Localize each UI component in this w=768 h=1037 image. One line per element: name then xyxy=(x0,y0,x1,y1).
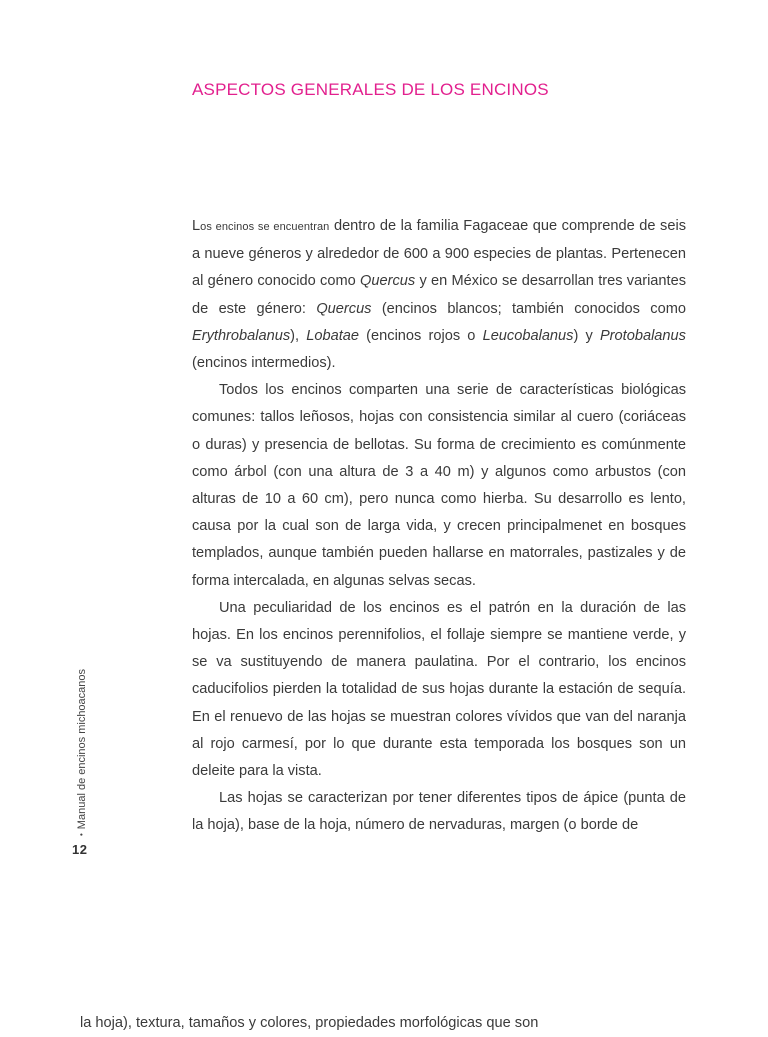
lead-in-smallcaps: os encinos se encuentran xyxy=(200,221,330,233)
paragraph-leaf-features: Las hojas se caracterizan por tener diferentes tipos de ápice (punta de la hoja), base de la hoja, número de nervaduras, margen (o borde de xyxy=(192,790,686,834)
text-run: (encinos blancos; también conocidos como xyxy=(371,300,686,317)
body-text xyxy=(192,213,686,840)
text-run: ), xyxy=(290,327,307,344)
page-number: 12 xyxy=(72,842,88,857)
lead-initial: L xyxy=(192,218,201,234)
text-run: ) y xyxy=(573,327,600,344)
paragraph-leaf-duration: Una peculiaridad de los encinos es el patrón en la duración de las hojas. En los encinos perennifolios, el follaje siempre se mantiene verde, y se va sustituyendo de manera paulatina. Por el contrario, los encinos caducifolios pierden la totalidad de sus hojas durante la estación de sequía. En el renuevo de las hojas se muestran colores vívidos que van del naranja al rojo carmesí, por lo que durante esta temporada los bosques son un deleite para la vista. xyxy=(192,599,686,780)
continuation-text: la hoja), textura, tamaños y colores, propiedades morfológicas que son xyxy=(80,1015,539,1031)
italic-term: Quercus xyxy=(316,300,372,317)
text-run: (encinos rojos o xyxy=(359,327,483,344)
book-title: Manual de encinos michoacanos xyxy=(76,668,88,830)
italic-term: Leucobalanus xyxy=(482,327,574,344)
text-run: y en México se desarrollan tres variantes de este género: xyxy=(192,273,687,317)
text-run: dentro de la familia Fagaceae que comprende de seis a nueve géneros y alrededor de 600 a 900 especies de plantas. Pertenecen al género conocido como xyxy=(192,218,686,290)
running-book-title xyxy=(76,669,88,836)
page-title: ASPECTOS GENERALES DE LOS ENCINOS xyxy=(192,80,549,99)
italic-term: Quercus xyxy=(360,273,416,290)
bullet-icon: • xyxy=(77,833,86,836)
text-run: (encinos intermedios). xyxy=(192,355,336,372)
italic-term: Erythrobalanus xyxy=(192,327,291,344)
paragraph-intro xyxy=(192,213,686,377)
italic-term: Protobalanus xyxy=(599,327,686,344)
paragraph-characteristics: Todos los encinos comparten una serie de características biológicas comunes: tallos leñosos, hojas con consistencia similar al cuero (coriáceas o duras) y presencia de bellotas. Su forma de crecimiento es comúnmente como árbol (con una altura de 3 a 40 m) y algunos como arbustos (con alturas de 10 a 60 cm), pero nunca como hierba. Su desarrollo es lento, causa por la cual son de larga vida, y crecen principalmenet en bosques templados, aunque también pueden hallarse en matorrales, pastizales y de forma intercalada, en algunas selvas secas. xyxy=(192,382,686,589)
italic-term: Lobatae xyxy=(306,327,360,344)
